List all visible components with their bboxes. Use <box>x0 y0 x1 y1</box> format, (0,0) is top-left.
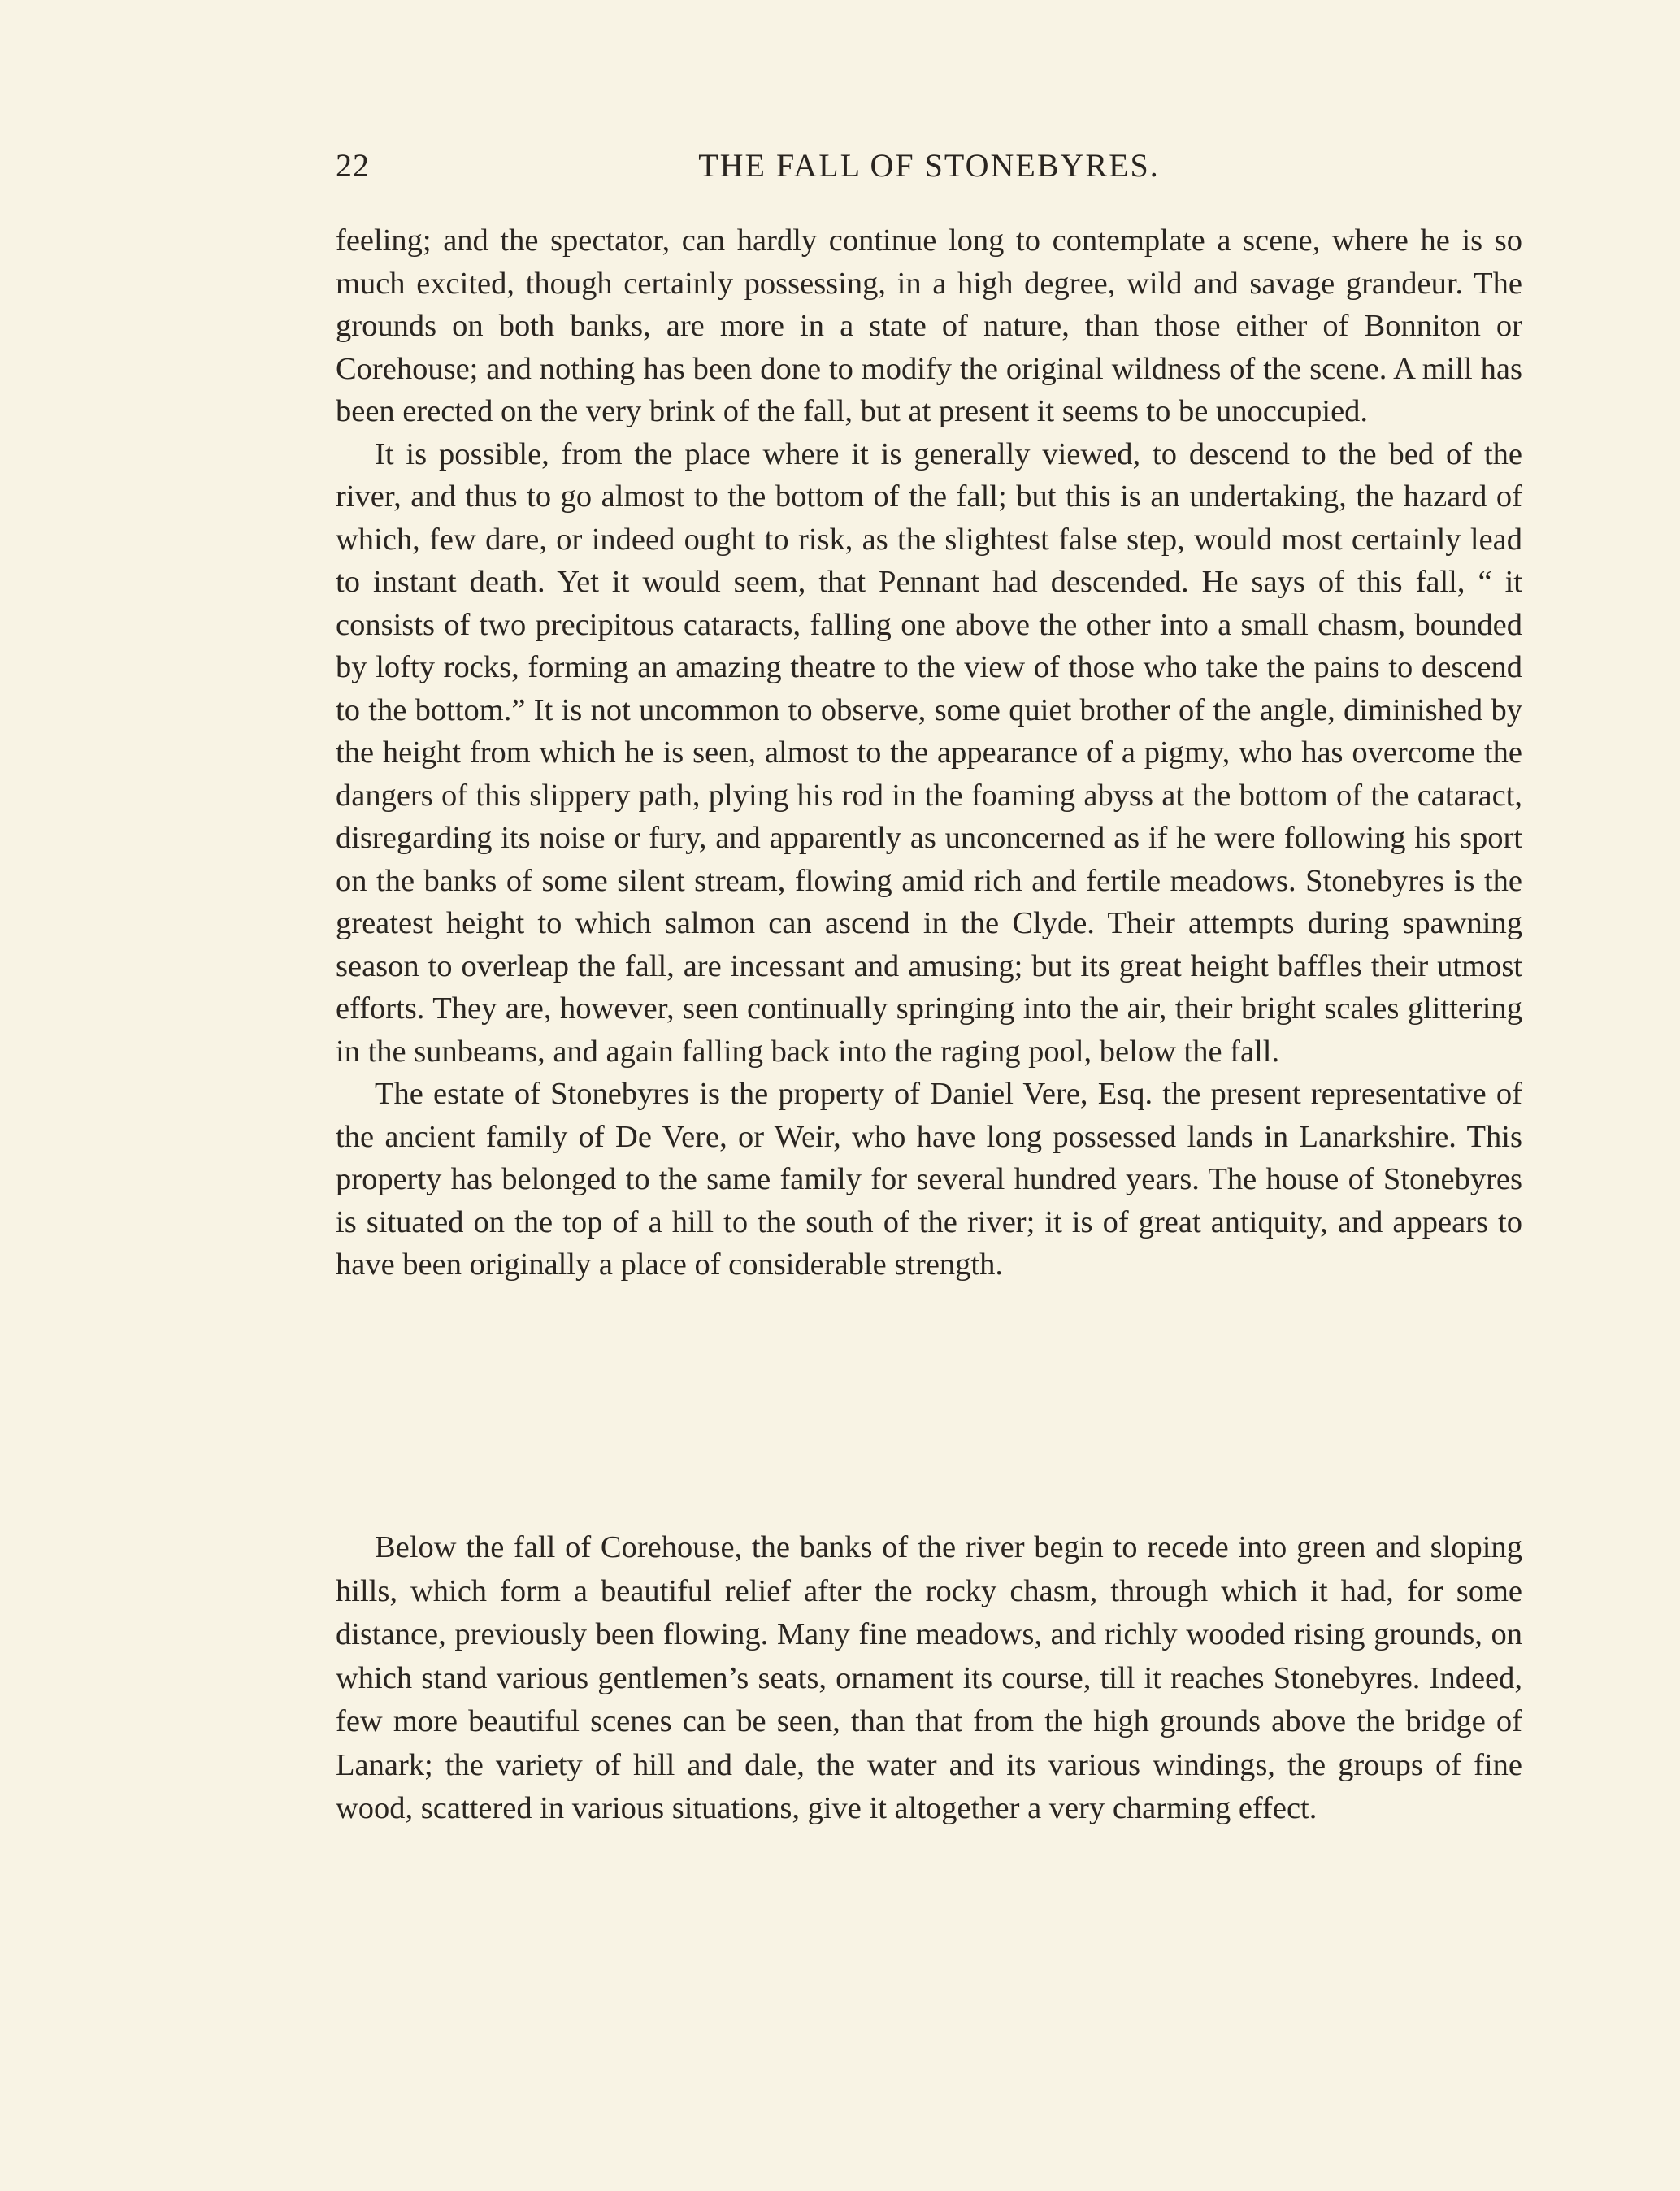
secondary-text-block <box>336 1526 1522 1831</box>
running-title: THE FALL OF STONEBYRES. <box>698 147 1160 184</box>
paragraph-corehouse: Below the fall of Corehouse, the banks of the river begin to recede into green and sloping hills, which form a beautiful relief after the rocky chasm, through which it had, for some distance, previously been flowing. Many fine meadows, and richly wooded rising grounds, on which stand various gentlemen’s seats, ornament its course, till it reaches Stonebyres. Indeed, few more beautiful scenes can be seen, than that from the high grounds above the bridge of Lanark; the variety of hill and dale, the water and its various windings, the groups of fine wood, scattered in various situations, give it altogether a very charming effect. <box>336 1530 1522 1825</box>
paragraph-estate: The estate of Stonebyres is the property of Daniel Vere, Esq. the present representative of the ancient family of De Vere, or Weir, who have long possessed lands in Lanarkshire. This property has belonged to the same family for several hundred years. The house of Stonebyres is situated on the top of a hill to the south of the river; it is of great antiquity, and appears to have been originally a place of considerable strength. <box>336 1077 1522 1282</box>
paragraph-descent: It is possible, from the place where it is generally viewed, to descend to the bed of the river, and thus to go almost to the bottom of the fall; but this is an undertaking, the hazard of which, few dare, or indeed ought to risk, as the slightest false step, would most certainly lead to instant death. Yet it would seem, that Pennant had descended. He says of this fall, “ it consists of two precipitous cataracts, falling one above the other into a small chasm, bounded by lofty rocks, forming an amazing theatre to the view of those who take the pains to descend to the bottom.” It is not uncommon to observe, some quiet brother of the angle, diminished by the height from which he is seen, almost to the appearance of a pigmy, who has overcome the dangers of this slippery path, plying his rod in the foaming abyss at the bottom of the cataract, disregarding its noise or fury, and apparently as unconcerned as if he were following his sport on the banks of some silent stream, flowing amid rich and fertile meadows. Stonebyres is the greatest height to which salmon can ascend in the Clyde. Their attempts during spawning season to overleap the fall, are incessant and amusing; but its great height baffles their utmost efforts. They are, however, seen continually springing into the air, their bright scales glittering in the sunbeams, and again falling back into the raging pool, below the fall. <box>336 436 1522 1069</box>
main-text-block <box>336 219 1522 1286</box>
page-header <box>336 146 1522 195</box>
paragraph-continuation: feeling; and the spectator, can hardly continue long to contemplate a scene, where he is so much excited, though certainly possessing, in a high degree, wild and savage grandeur. The grounds on both banks, are more in a state of nature, than those either of Bonniton or Corehouse; and nothing has been done to modify the original wildness of the scene. A mill has been erected on the very brink of the fall, but at present it seems to be unoccupied. <box>336 223 1522 428</box>
page-number: 22 <box>336 147 370 184</box>
